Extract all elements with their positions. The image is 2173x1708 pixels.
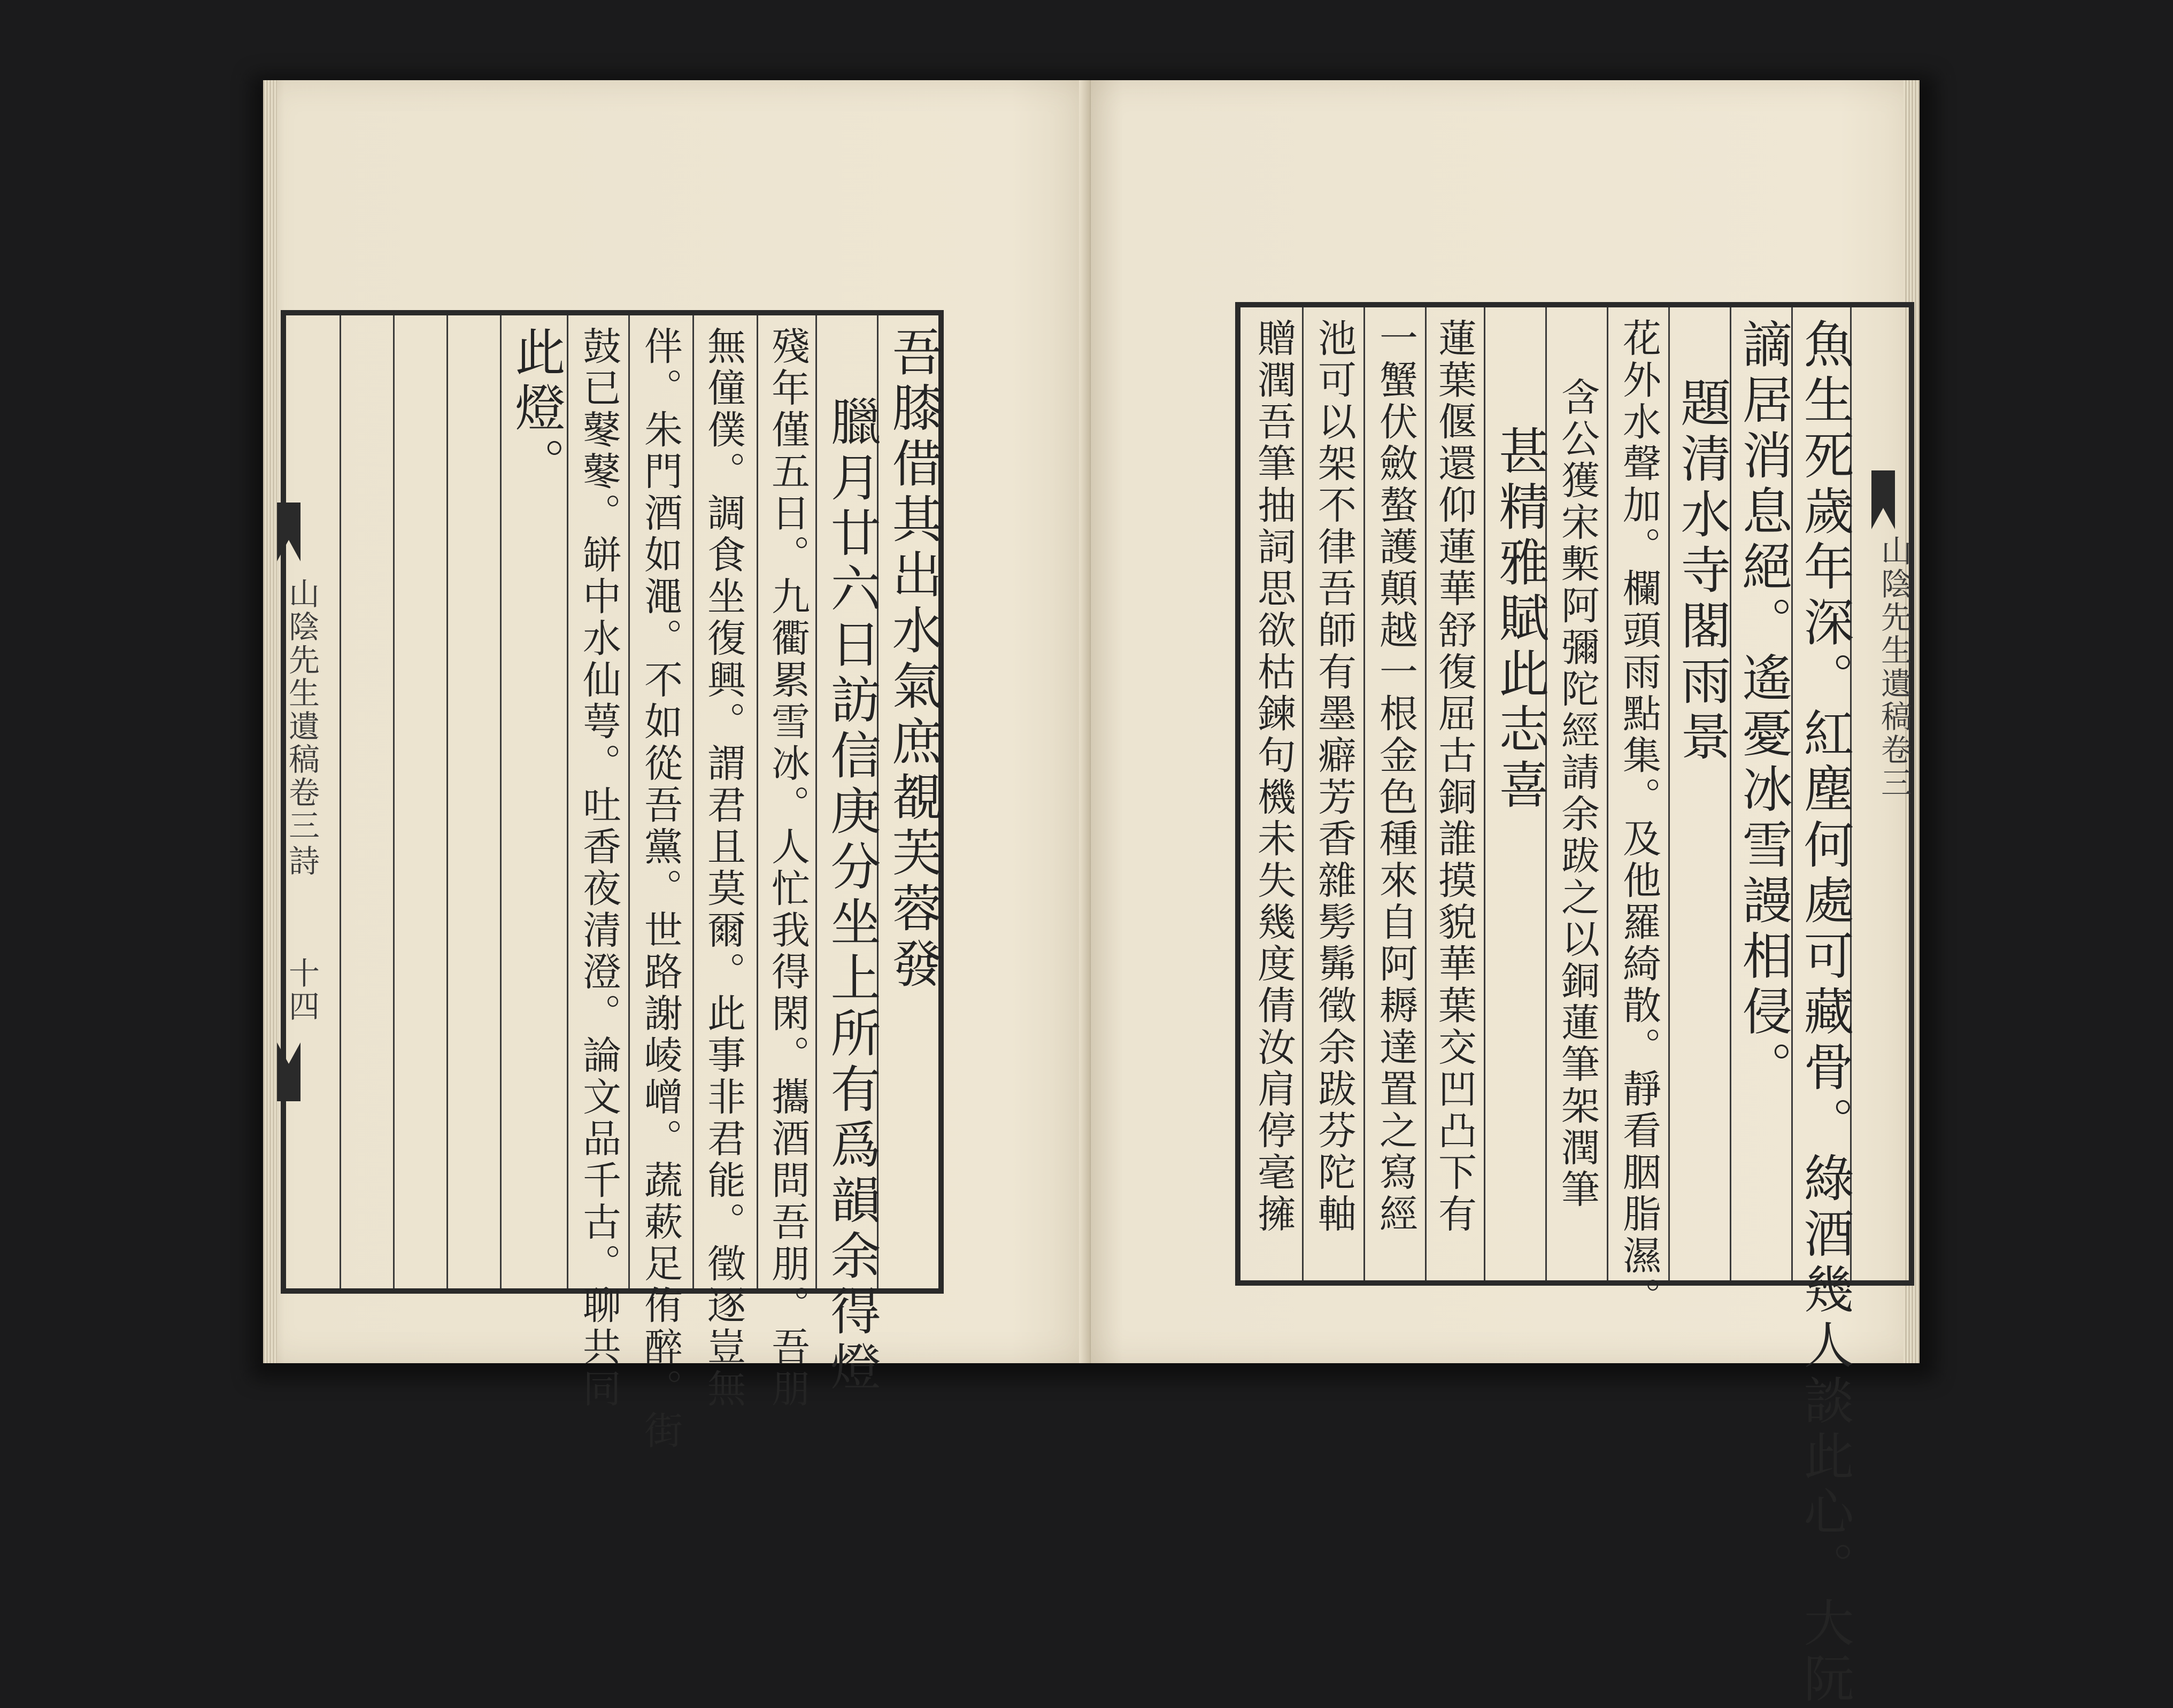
text-column-7: 蓮葉偃還仰蓮華舒復屈古銅誰摸貌華葉交凹凸下有 [1432, 318, 1477, 1235]
left-margin-page: 十四 [283, 957, 320, 1023]
text-column-10: 贈潤吾筆抽詞思欲枯鍊句機未失幾度倩汝肩停毫擁 [1251, 318, 1296, 1235]
column-rule [1607, 307, 1608, 1280]
text-column-2: 臘月廿六日訪信庚分坐上所有爲韻余得燈 [822, 396, 880, 1396]
column-rule [1363, 307, 1365, 1280]
column-rule [692, 315, 694, 1288]
text-column-2: 謫居消息絕。遙憂冰雪謾相侵。 [1733, 318, 1792, 1096]
text-column-5: 伴。朱門酒如澠。不如從吾黨。世路謝崚嶒。蔬蔌足侑醉。街 [638, 326, 683, 1452]
fish-tail-mark-icon [1871, 470, 1895, 529]
column-rule [500, 315, 502, 1288]
column-rule [340, 315, 341, 1288]
fish-tail-mark-icon [277, 503, 300, 561]
left-text-frame [281, 310, 944, 1452]
text-column-1: 魚生死歲年深。紅塵何處可藏骨。綠酒幾人談此心。大阮 [1795, 318, 1853, 1708]
column-rule [757, 315, 758, 1288]
column-rule [628, 315, 630, 1288]
left-margin-section: 詩 [283, 845, 320, 878]
right-margin-title: 山陰先生遺稿卷三 [1876, 535, 1912, 800]
text-column-3: 殘年僅五日。九衢累雪冰。人忙我得閑。攜酒問吾朋。吾朋 [765, 326, 810, 1410]
text-column-3: 題清水寺閣雨景 [1672, 377, 1730, 766]
column-rule [393, 315, 395, 1288]
column-rule [1425, 307, 1427, 1280]
text-column-6: 鼓已鼕鼕。缾中水仙萼。吐香夜清澄。論文品千古。聊共同 [576, 326, 621, 1410]
column-rule [815, 315, 817, 1288]
text-column-9: 池可以架不律吾師有墨癖芳香雜髣髴徵余跋芬陀軸 [1312, 318, 1357, 1235]
text-column-4: 花外水聲加。欄頭雨點集。及他羅綺散。靜看胭脂濕。 [1616, 318, 1661, 1319]
text-column-7: 此燈。 [506, 326, 565, 493]
column-rule [1484, 307, 1485, 1280]
column-rule [1302, 307, 1304, 1280]
text-column-5: 含公獲宋槧阿彌陀經請余跋之以銅蓮筆架潤筆 [1555, 377, 1600, 1211]
right-text-frame [1235, 302, 1914, 1708]
text-column-8: 一蟹伏斂螯護顛越一根金色種來自阿耨達置之寫經 [1373, 318, 1418, 1235]
text-column-6: 甚精雅賦此志喜 [1490, 425, 1548, 814]
text-column-4: 無僮僕。調食坐復興。謂君且莫爾。此事非君能。徵逐豈無 [701, 326, 746, 1410]
left-margin-title: 山陰先生遺稿卷三 [283, 577, 320, 843]
column-rule [446, 315, 448, 1288]
text-column-1: 吾膝借其出水氣庶覩芙蓉發 [883, 326, 942, 993]
fish-tail-mark-icon [277, 1042, 300, 1101]
column-rule [1668, 307, 1670, 1280]
column-rule [567, 315, 568, 1288]
left-page-edge [263, 80, 277, 1363]
